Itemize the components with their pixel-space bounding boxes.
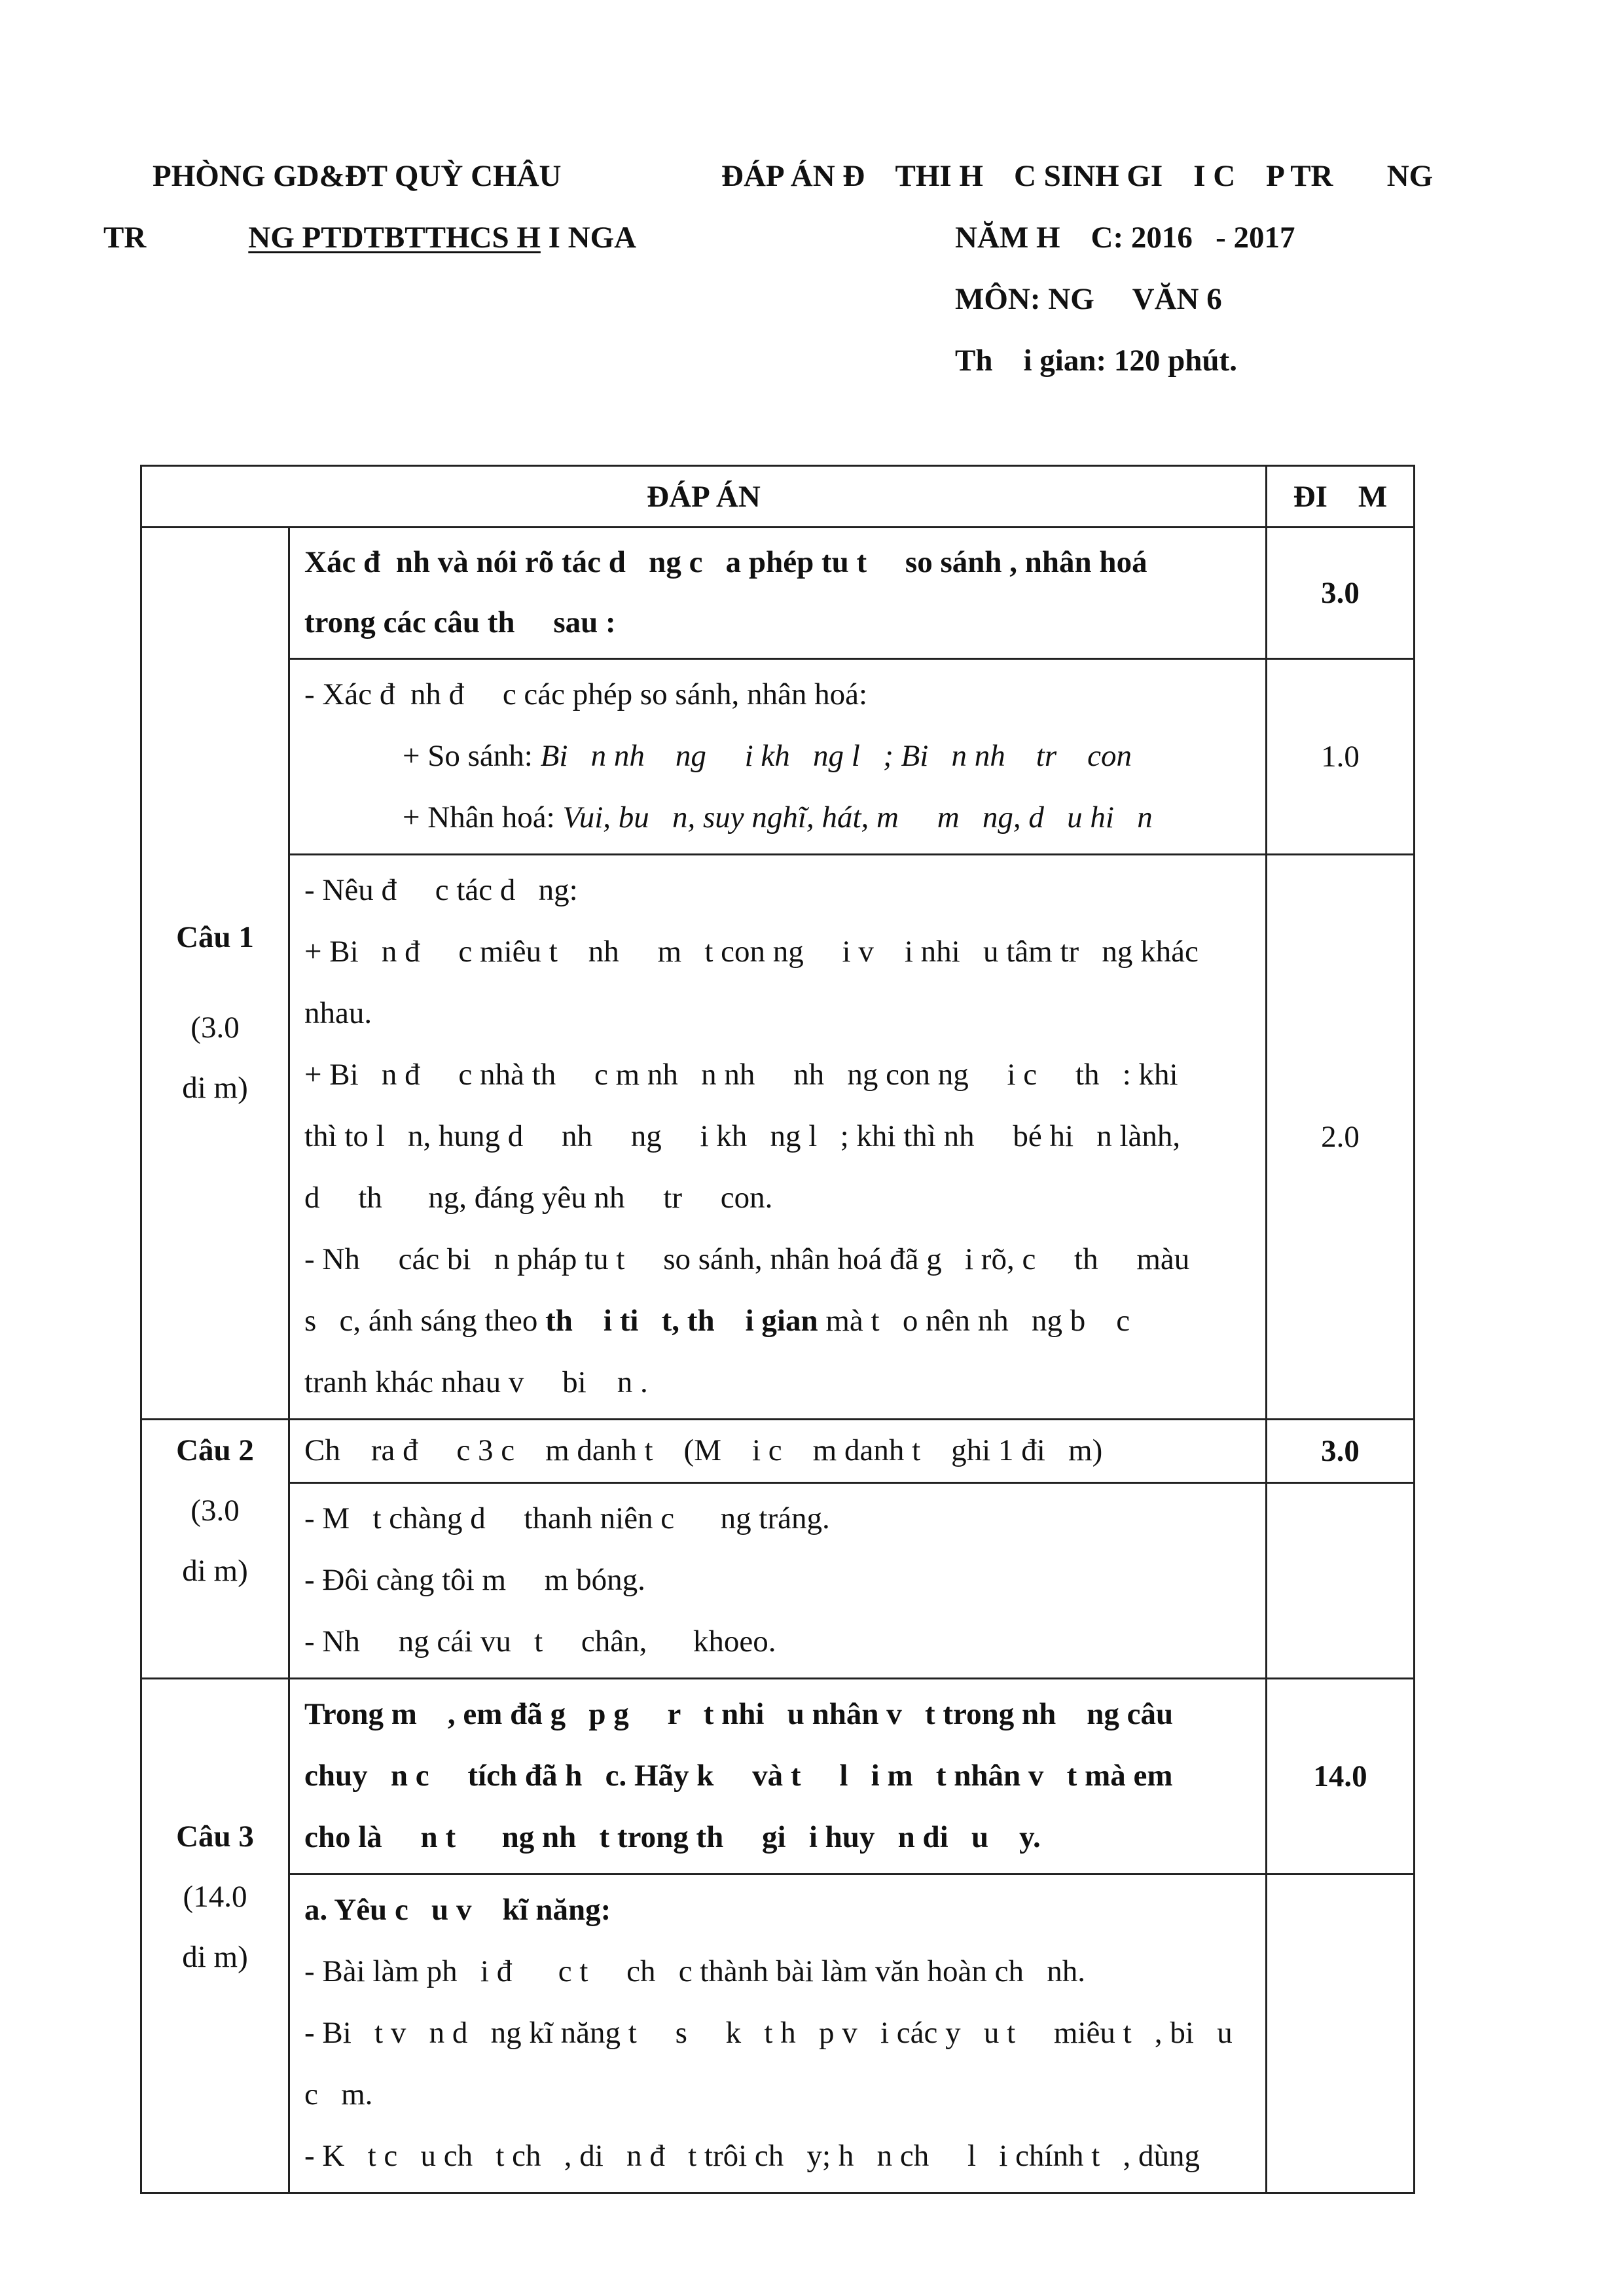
effect-bold-text: th i ti t, th i gian — [545, 1304, 818, 1338]
nhan-hoa-text: Vui, bu n, suy nghĩ, hát, m m ng, d u hi n — [562, 800, 1153, 834]
school-year: NĂM H C: 2016 - 2017 — [955, 221, 1295, 255]
question-1-prompt-line: Xác đ nh và nói rõ tác d ng c a phép tu t so sánh , nhân hoá — [304, 545, 1147, 579]
question-2-items-score — [1267, 1483, 1415, 1679]
question-2-title: Câu 2 — [176, 1433, 254, 1467]
effect-text: s c, ánh sáng theo — [304, 1304, 546, 1338]
table-row — [141, 528, 1415, 659]
subject: MÔN: NG VĂN 6 — [955, 282, 1222, 316]
so-sanh-text: Bi n nh ng i kh ng l ; Bi n nh tr con — [540, 739, 1132, 773]
question-3-prompt-line: chuy n c tích đã h c. Hãy k và t l i m t nhân v t mà em — [304, 1759, 1173, 1793]
effect-line — [304, 1290, 1251, 1352]
question-2-points: (3.0 — [190, 1494, 240, 1528]
list-item: - Nh ng cái vu t chân, khoeo. — [304, 1624, 776, 1659]
school-suffix: I NGA — [540, 221, 637, 255]
column-header-answer: ĐÁP ÁN — [141, 466, 1267, 528]
effect-line: + Bi n đ c nhà th c m nh n nh nh ng con ng i c th : khi — [304, 1058, 1178, 1092]
question-3-prompt-line: cho là n t ng nh t trong th gi i huy n di u y. — [304, 1820, 1041, 1854]
question-1-prompt-line: trong các câu th sau : — [304, 605, 616, 639]
requirements-line: c m. — [304, 2077, 373, 2111]
school-name — [103, 223, 636, 253]
table-header-row — [141, 466, 1415, 528]
question-3-points-unit: di m) — [182, 1940, 248, 1974]
department-name: PHÒNG GD&ĐT QUỲ CHÂU — [153, 159, 562, 193]
school-prefix: TR — [103, 221, 147, 255]
effect-line: nhau. — [304, 996, 372, 1030]
question-3-label-cell — [141, 1679, 289, 2193]
list-item: - M t chàng d thanh niên c ng tráng. — [304, 1501, 830, 1535]
so-sanh-line — [304, 725, 1251, 787]
effect-score: 2.0 — [1267, 855, 1415, 1420]
question-1-points: (3.0 — [190, 1011, 240, 1045]
table-row — [141, 1874, 1415, 2193]
table-row — [141, 1420, 1415, 1483]
question-1-prompt-score: 3.0 — [1267, 528, 1415, 659]
question-2-score: 3.0 — [1267, 1420, 1415, 1483]
nhan-hoa-line — [304, 787, 1251, 848]
document-title: ĐÁP ÁN Đ THI H C SINH GI I C P TR NG — [721, 159, 1434, 193]
question-2-prompt-text: Ch ra đ c 3 c m danh t (M i c m danh t ghi 1 đi m) — [304, 1433, 1103, 1467]
question-3-prompt — [289, 1679, 1267, 1874]
question-3-score: 14.0 — [1267, 1679, 1415, 1874]
column-header-score: ĐI M — [1267, 466, 1415, 528]
identify-score: 1.0 — [1267, 659, 1415, 855]
answer-table — [140, 465, 1415, 2194]
question-2-items — [289, 1483, 1267, 1679]
effect-line: - Nh các bi n pháp tu t so sánh, nhân hoá đã g i rõ, c th màu — [304, 1242, 1190, 1276]
requirements-line: - K t c u ch t ch , di n đ t trôi ch y; h n ch l i chính t , dùng — [304, 2139, 1200, 2173]
school-name-underlined: NG PTDTBTTHCS H — [248, 221, 541, 255]
effect-line: thì to l n, hung d nh ng i kh ng l ; khi thì nh bé hi n lành, — [304, 1119, 1181, 1153]
effect-line: + Bi n đ c miêu t nh m t con ng i v i nhi u tâm tr ng khác — [304, 935, 1199, 969]
table-row — [141, 1679, 1415, 1874]
exam-time: Th i gian: 120 phút. — [955, 344, 1237, 378]
question-1-identify — [289, 659, 1267, 855]
so-sanh-label: + So sánh: — [403, 739, 541, 773]
requirements-heading: a. Yêu c u v kĩ năng: — [304, 1893, 611, 1927]
effect-text: mà t o nên nh ng b c — [818, 1304, 1130, 1338]
requirements-line: - Bài làm ph i đ c t ch c thành bài làm văn hoàn ch nh. — [304, 1954, 1085, 1988]
effect-line: tranh khác nhau v bi n . — [304, 1365, 648, 1399]
question-1-title: Câu 1 — [176, 920, 254, 954]
question-2-prompt — [289, 1420, 1267, 1483]
list-item: - Đôi càng tôi m m bóng. — [304, 1563, 645, 1597]
question-3-title: Câu 3 — [176, 1820, 254, 1854]
question-2-label-cell — [141, 1420, 289, 1679]
table-row — [141, 659, 1415, 855]
question-1-effect — [289, 855, 1267, 1420]
question-3-requirements-score — [1267, 1874, 1415, 2193]
question-3-prompt-line: Trong m , em đã g p g r t nhi u nhân v t trong nh ng câu — [304, 1697, 1174, 1731]
effect-line: - Nêu đ c tác d ng: — [304, 873, 578, 907]
question-1-points-unit: di m) — [182, 1071, 248, 1105]
question-1-label-cell — [141, 528, 289, 1420]
requirements-line: - Bi t v n d ng kĩ năng t s k t h p v i các y u t miêu t , bi u — [304, 2016, 1233, 2050]
identify-intro: - Xác đ nh đ c các phép so sánh, nhân hoá: — [304, 677, 868, 711]
nhan-hoa-label: + Nhân hoá: — [403, 800, 563, 834]
effect-line: d th ng, đáng yêu nh tr con. — [304, 1181, 773, 1215]
question-2-points-unit: di m) — [182, 1554, 248, 1588]
table-row — [141, 1483, 1415, 1679]
question-1-prompt — [289, 528, 1267, 659]
question-3-points: (14.0 — [183, 1880, 247, 1914]
table-row — [141, 855, 1415, 1420]
question-3-requirements — [289, 1874, 1267, 2193]
